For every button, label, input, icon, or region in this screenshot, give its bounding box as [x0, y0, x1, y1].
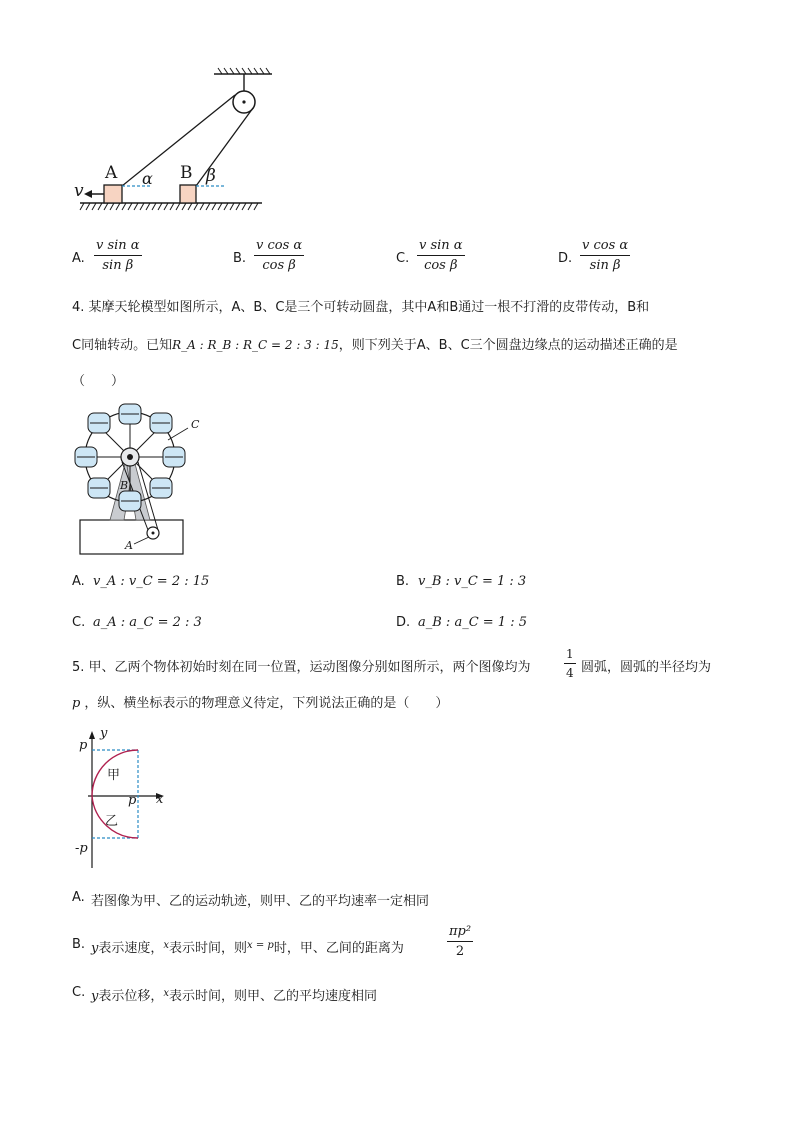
q5-stem-line1-post: 圆弧，圆弧的半径均为	[581, 660, 712, 675]
fraction-numerator: 1	[566, 647, 574, 661]
p-x-label: p	[128, 793, 137, 808]
option-formula: v_B : v_C = 1 : 3	[418, 574, 527, 589]
option-text: 表示时间，则甲、乙的平均速度相同	[169, 989, 378, 1004]
option-letter: A.	[72, 251, 85, 266]
block-a-label: A	[105, 163, 118, 183]
x-variable: x	[163, 988, 170, 999]
p-top-label: p	[79, 738, 88, 753]
fraction-denominator: 4	[566, 666, 574, 680]
disk-c-label: C	[191, 418, 200, 431]
option-text: 表示时间，则	[169, 941, 248, 956]
option-letter: B.	[396, 574, 410, 589]
q4-answer-bracket: （ ）	[72, 374, 125, 389]
option-letter: D.	[558, 251, 573, 266]
beta-label: β	[206, 166, 216, 186]
q4-stem-text: ，则下列关于A、B、C三个圆盘边缘点的运动描述正确的是	[338, 338, 678, 353]
q4-stem-line1: 4. 某摩天轮模型如图所示，A、B、C是三个可转动圆盘，其中A和B通过一根不打滑的皮带传动，B和	[72, 300, 650, 315]
option-text: 表示速度，	[98, 941, 164, 956]
jia-label: 甲	[107, 768, 121, 783]
option-letter: C.	[72, 615, 86, 630]
option-formula: a_A : a_C = 2 : 3	[93, 615, 202, 630]
option-numerator: v sin α	[96, 238, 140, 253]
x-variable: x	[163, 940, 170, 951]
option-text: 若图像为甲、乙的运动轨迹，则甲、乙的平均速率一定相同	[91, 894, 430, 909]
y-variable: y	[91, 941, 99, 956]
alpha-label: α	[142, 169, 153, 188]
radius-variable: p	[72, 696, 81, 711]
distance-fraction	[447, 924, 473, 959]
fraction-numerator: πp²	[449, 924, 472, 939]
option-letter: C.	[72, 985, 86, 1000]
yi-label: 乙	[105, 814, 119, 829]
disk-a-label: A	[125, 539, 133, 552]
option-letter: B.	[233, 251, 247, 266]
y-variable: y	[91, 989, 99, 1004]
velocity-label: v	[74, 181, 84, 201]
y-axis-label: y	[100, 726, 108, 741]
block-b-label: B	[180, 163, 193, 183]
condition-formula: x = p	[247, 940, 274, 951]
option-letter: A.	[72, 574, 85, 589]
option-denominator: cos β	[262, 258, 296, 273]
q5-stem-text: ，纵、横坐标表示的物理意义待定，下列说法正确的是（ ）	[84, 696, 449, 711]
neg-p-label: -p	[75, 841, 88, 856]
option-denominator: cos β	[424, 258, 458, 273]
option-denominator: sin β	[102, 258, 134, 273]
option-numerator: v cos α	[582, 238, 629, 253]
option-letter: A.	[72, 890, 85, 905]
x-axis-label: x	[156, 792, 164, 807]
option-text: 表示位移，	[98, 989, 164, 1004]
q4-radius-ratio: R_A : R_B : R_C = 2 : 3 : 15	[172, 338, 339, 352]
option-numerator: v cos α	[256, 238, 303, 253]
option-letter: B.	[72, 937, 86, 952]
q5-stem-line1-pre: 5. 甲、乙两个物体初始时刻在同一位置，运动图像分别如图所示，两个图像均为	[72, 660, 531, 675]
fraction-denominator: 2	[455, 944, 465, 959]
option-numerator: v sin α	[419, 238, 463, 253]
option-letter: D.	[396, 615, 411, 630]
option-letter: C.	[396, 251, 410, 266]
option-denominator: sin β	[589, 258, 621, 273]
option-formula: v_A : v_C = 2 : 15	[93, 574, 210, 589]
q4-stem-text: C同轴转动。已知	[72, 338, 173, 353]
option-formula: a_B : a_C = 1 : 5	[418, 615, 527, 630]
option-text: 时，甲、乙间的距离为	[273, 941, 404, 956]
disk-b-label: B	[120, 479, 129, 492]
